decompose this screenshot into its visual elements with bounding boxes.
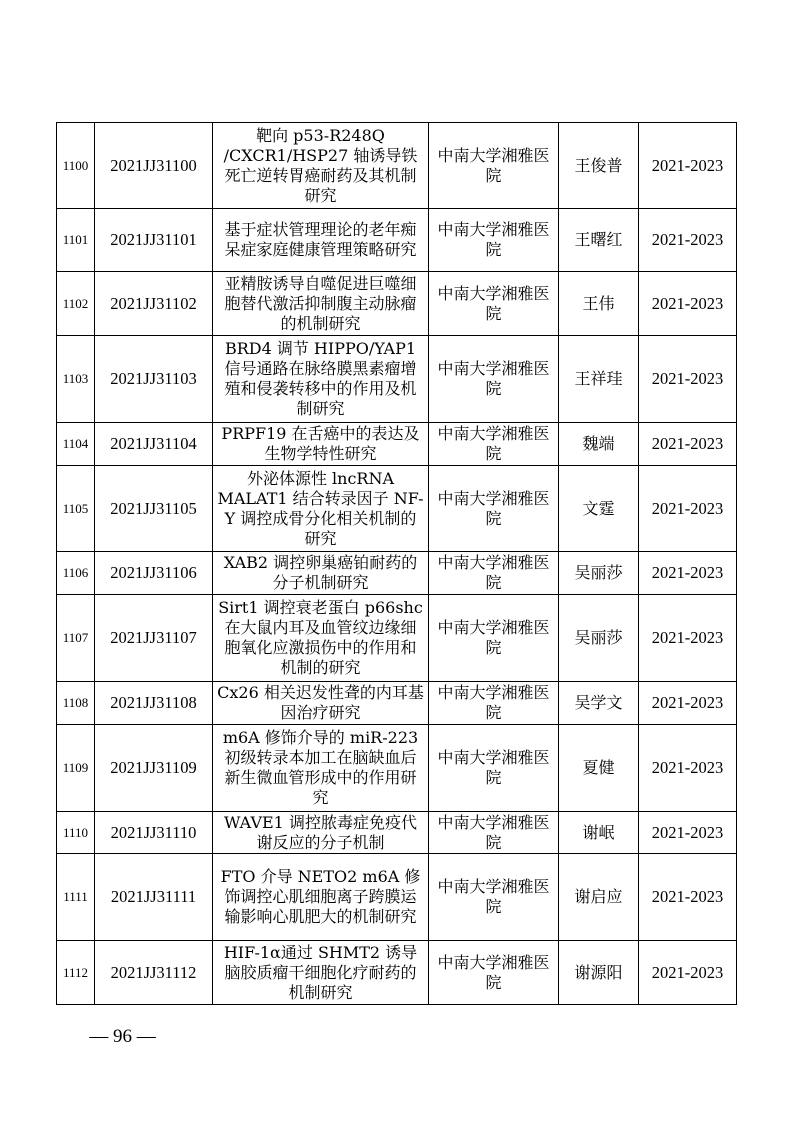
organization: 中南大学湘雅医院 bbox=[429, 272, 559, 336]
project-leader: 吴学文 bbox=[559, 682, 639, 725]
project-code: 2021JJ31102 bbox=[95, 272, 213, 336]
project-period: 2021-2023 bbox=[639, 941, 737, 1005]
project-leader: 吴丽莎 bbox=[559, 552, 639, 595]
project-code: 2021JJ31103 bbox=[95, 336, 213, 423]
project-title: 外泌体源性 lncRNA MALAT1 结合转录因子 NF-Y 调控成骨分化相关机制的研究 bbox=[213, 466, 429, 552]
table-row bbox=[57, 941, 737, 1005]
organization: 中南大学湘雅医院 bbox=[429, 423, 559, 466]
table-row bbox=[57, 423, 737, 466]
table-row bbox=[57, 466, 737, 552]
project-period: 2021-2023 bbox=[639, 682, 737, 725]
organization: 中南大学湘雅医院 bbox=[429, 812, 559, 854]
project-title: BRD4 调节 HIPPO/YAP1 信号通路在脉络膜黑素瘤增殖和侵袭转移中的作用及机制研究 bbox=[213, 336, 429, 423]
organization: 中南大学湘雅医院 bbox=[429, 941, 559, 1005]
project-title: m6A 修饰介导的 miR-223 初级转录本加工在脑缺血后新生微血管形成中的作用研究 bbox=[213, 725, 429, 812]
table-row bbox=[57, 812, 737, 854]
table-row bbox=[57, 682, 737, 725]
project-code: 2021JJ31111 bbox=[95, 854, 213, 941]
project-leader: 魏端 bbox=[559, 423, 639, 466]
project-title: XAB2 调控卵巢癌铂耐药的分子机制研究 bbox=[213, 552, 429, 595]
table-row bbox=[57, 336, 737, 423]
table-row bbox=[57, 123, 737, 209]
project-leader: 王俊普 bbox=[559, 123, 639, 209]
project-leader: 王伟 bbox=[559, 272, 639, 336]
project-code: 2021JJ31101 bbox=[95, 209, 213, 272]
table-row bbox=[57, 725, 737, 812]
organization: 中南大学湘雅医院 bbox=[429, 854, 559, 941]
table-row bbox=[57, 272, 737, 336]
project-title: Sirt1 调控衰老蛋白 p66shc 在大鼠内耳及血管纹边缘细胞氧化应激损伤中的作用和机制的研究 bbox=[213, 595, 429, 682]
project-title: 靶向 p53-R248Q /CXCR1/HSP27 轴诱导铁死亡逆转胃癌耐药及其机制研究 bbox=[213, 123, 429, 209]
project-title: HIF-1α通过 SHMT2 诱导脑胶质瘤干细胞化疗耐药的机制研究 bbox=[213, 941, 429, 1005]
project-period: 2021-2023 bbox=[639, 466, 737, 552]
organization: 中南大学湘雅医院 bbox=[429, 725, 559, 812]
project-code: 2021JJ31100 bbox=[95, 123, 213, 209]
table-row bbox=[57, 209, 737, 272]
project-period: 2021-2023 bbox=[639, 854, 737, 941]
project-title: WAVE1 调控脓毒症免疫代谢反应的分子机制 bbox=[213, 812, 429, 854]
project-code: 2021JJ31112 bbox=[95, 941, 213, 1005]
row-number: 1112 bbox=[57, 941, 95, 1005]
project-code: 2021JJ31110 bbox=[95, 812, 213, 854]
project-period: 2021-2023 bbox=[639, 272, 737, 336]
table-body bbox=[57, 123, 737, 1005]
table-row bbox=[57, 552, 737, 595]
project-code: 2021JJ31104 bbox=[95, 423, 213, 466]
project-code: 2021JJ31109 bbox=[95, 725, 213, 812]
row-number: 1101 bbox=[57, 209, 95, 272]
project-period: 2021-2023 bbox=[639, 595, 737, 682]
organization: 中南大学湘雅医院 bbox=[429, 123, 559, 209]
organization: 中南大学湘雅医院 bbox=[429, 209, 559, 272]
row-number: 1103 bbox=[57, 336, 95, 423]
row-number: 1107 bbox=[57, 595, 95, 682]
organization: 中南大学湘雅医院 bbox=[429, 595, 559, 682]
organization: 中南大学湘雅医院 bbox=[429, 552, 559, 595]
project-leader: 王祥珪 bbox=[559, 336, 639, 423]
page-number: — 96 — bbox=[89, 1026, 156, 1047]
project-period: 2021-2023 bbox=[639, 123, 737, 209]
project-title: PRPF19 在舌癌中的表达及生物学特性研究 bbox=[213, 423, 429, 466]
project-leader: 夏健 bbox=[559, 725, 639, 812]
row-number: 1105 bbox=[57, 466, 95, 552]
project-title: Cx26 相关迟发性聋的内耳基因治疗研究 bbox=[213, 682, 429, 725]
project-title: FTO 介导 NETO2 m6A 修饰调控心肌细胞离子跨膜运输影响心肌肥大的机制研究 bbox=[213, 854, 429, 941]
project-leader: 王曙红 bbox=[559, 209, 639, 272]
row-number: 1110 bbox=[57, 812, 95, 854]
project-leader: 谢源阳 bbox=[559, 941, 639, 1005]
organization: 中南大学湘雅医院 bbox=[429, 682, 559, 725]
project-period: 2021-2023 bbox=[639, 725, 737, 812]
project-code: 2021JJ31107 bbox=[95, 595, 213, 682]
project-leader: 谢启应 bbox=[559, 854, 639, 941]
row-number: 1109 bbox=[57, 725, 95, 812]
project-leader: 文霆 bbox=[559, 466, 639, 552]
row-number: 1106 bbox=[57, 552, 95, 595]
table-row bbox=[57, 595, 737, 682]
project-period: 2021-2023 bbox=[639, 812, 737, 854]
project-period: 2021-2023 bbox=[639, 209, 737, 272]
project-leader: 吴丽莎 bbox=[559, 595, 639, 682]
row-number: 1104 bbox=[57, 423, 95, 466]
project-period: 2021-2023 bbox=[639, 336, 737, 423]
project-period: 2021-2023 bbox=[639, 423, 737, 466]
project-table bbox=[56, 122, 737, 1005]
project-title: 基于症状管理理论的老年痴呆症家庭健康管理策略研究 bbox=[213, 209, 429, 272]
organization: 中南大学湘雅医院 bbox=[429, 336, 559, 423]
project-code: 2021JJ31106 bbox=[95, 552, 213, 595]
table-row bbox=[57, 854, 737, 941]
project-code: 2021JJ31105 bbox=[95, 466, 213, 552]
project-title: 亚精胺诱导自噬促进巨噬细胞替代激活抑制腹主动脉瘤的机制研究 bbox=[213, 272, 429, 336]
row-number: 1108 bbox=[57, 682, 95, 725]
row-number: 1100 bbox=[57, 123, 95, 209]
project-code: 2021JJ31108 bbox=[95, 682, 213, 725]
organization: 中南大学湘雅医院 bbox=[429, 466, 559, 552]
row-number: 1102 bbox=[57, 272, 95, 336]
project-leader: 谢岷 bbox=[559, 812, 639, 854]
project-period: 2021-2023 bbox=[639, 552, 737, 595]
row-number: 1111 bbox=[57, 854, 95, 941]
